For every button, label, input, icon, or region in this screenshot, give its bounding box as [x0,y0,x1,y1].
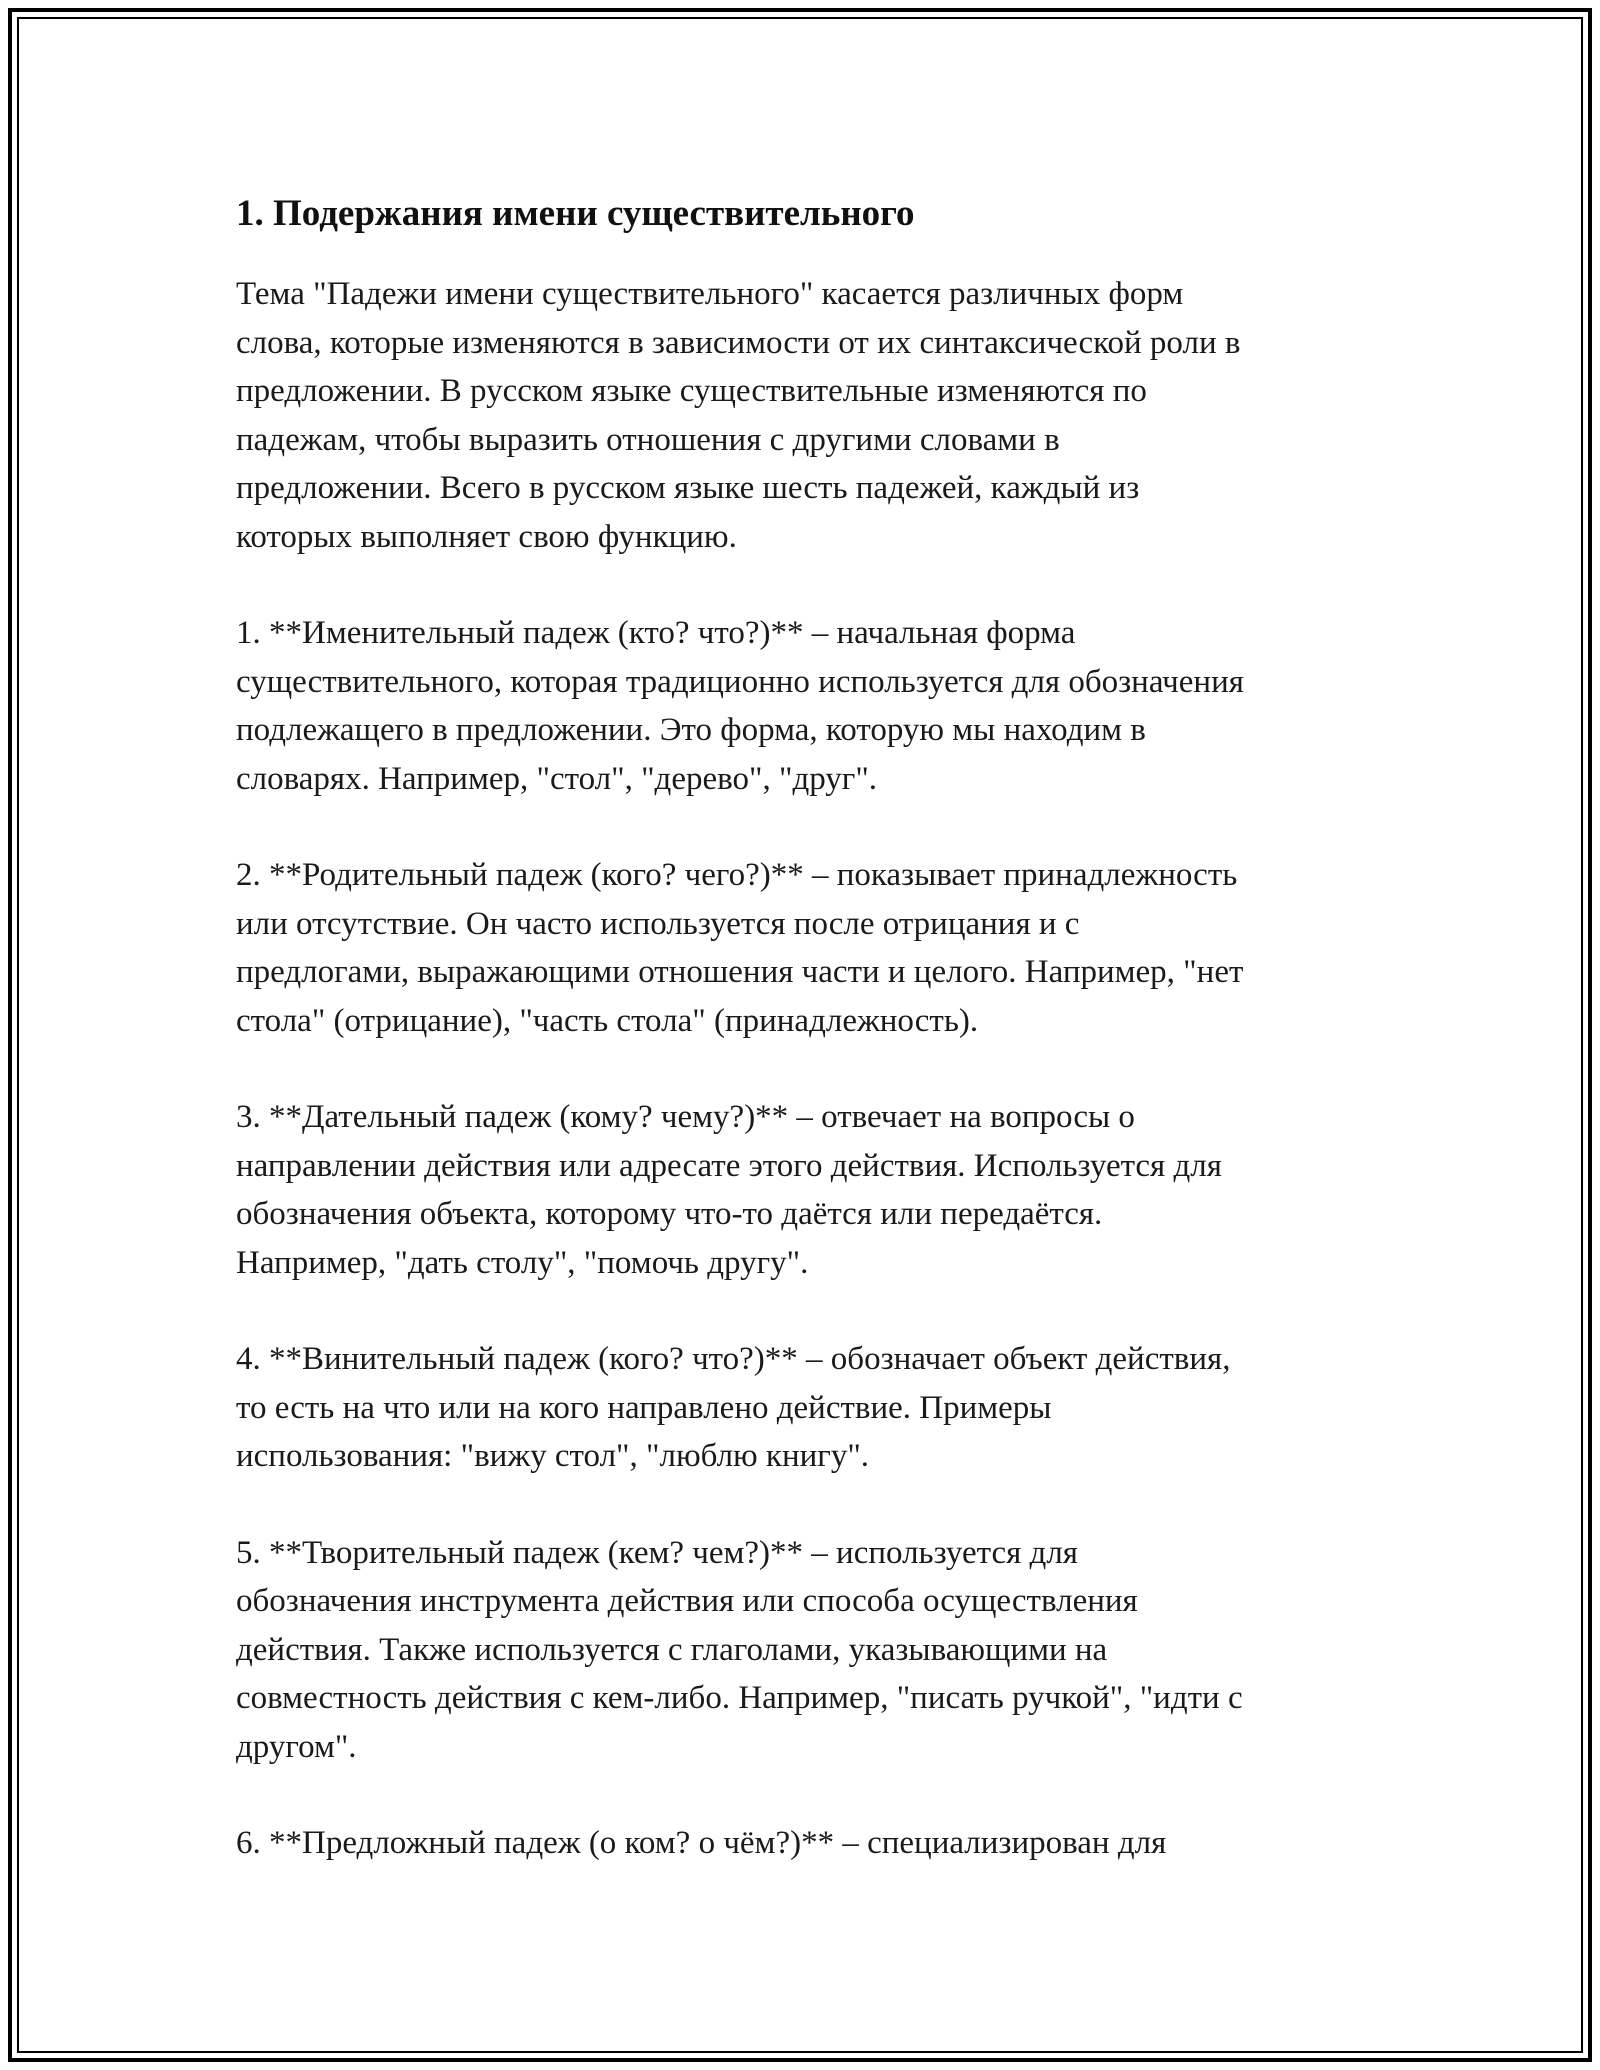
case-dative-paragraph: 3. **Дательный падеж (кому? чему?)** – отвечает на вопросы о направлении действия или адресате этого действия. Используется для обозначения объекта, которому что-то даётся или передаётся. Например, "дать столу", "помочь другу". [236,1099,1222,1281]
case-prepositional-paragraph: 6. **Предложный падеж (о ком? о чём?)** – специализирован для [236,1825,1167,1861]
case-nominative-paragraph: 1. **Именительный падеж (кто? что?)** – начальная форма существительного, которая традиционно используется для обозначения подлежащего в предложении. Это форма, которую мы находим в словарях. Например, "стол", "дерево", "друг". [236,615,1244,797]
case-genitive-paragraph: 2. **Родительный падеж (кого? чего?)** – показывает принадлежность или отсутствие. Он часто используется после отрицания и с предлогами, выражающими отношения части и целого. Например, "нет стола" (отрицание), "часть стола" (принадлежность). [236,857,1244,1039]
case-instrumental-paragraph: 5. **Творительный падеж (кем? чем?)** – используется для обозначения инструмента действия или способа осуществления действия. Также используется с глаголами, указывающими на совместность действия с кем-либо. Например, "писать ручкой", "идти с другом". [236,1534,1243,1765]
case-accusative-paragraph: 4. **Винительный падеж (кого? что?)** – обозначает объект действия, то есть на что или на кого направлено действие. Примеры использования: "вижу стол", "люблю книгу". [236,1341,1231,1474]
intro-paragraph: Тема "Падежи имени существительного" касается различных форм слова, которые изменяются в зависимости от их синтаксической роли в предложении. В русском языке существительные изменяются по падежам, чтобы выразить отношения с другими словами в предложении. Всего в русском языке шесть падежей, каждый из которых выполняет свою функцию. [236,276,1241,555]
section-heading: 1. Подержания имени существительного [236,193,915,234]
document-page [236,188,1366,1916]
